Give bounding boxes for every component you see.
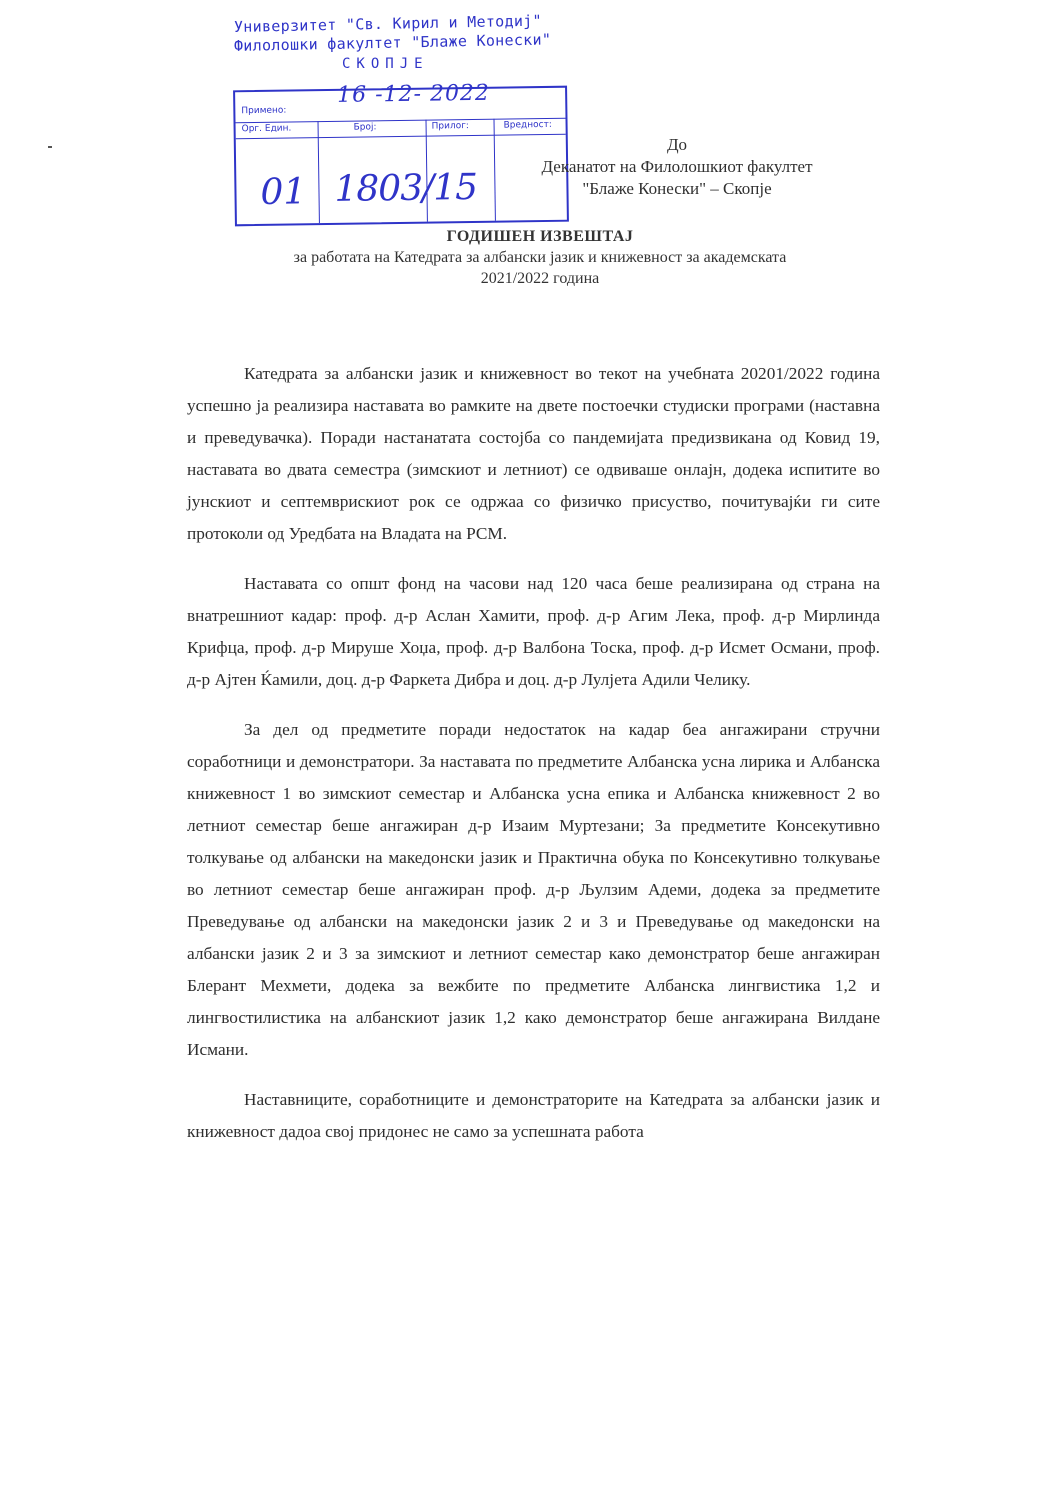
addressee-block [512,134,842,200]
scan-speck [48,146,52,148]
stamp-faculty: Филолошки факултет "Блаже Конески" [233,30,552,55]
report-subtitle: за работата на Катедрата за албански јазик и книжевност за академската [293,249,787,266]
report-title: ГОДИШЕН ИЗВЕШТАЈ [446,228,634,245]
stamp-number-value: 1803/15 [334,166,478,210]
paragraph: Катедрата за албански јазик и книжевност во текот на учебната 20201/2022 година успешно ја реализира наставата во рамките на двете постоечки студиски програми (наставна и преведувачка). Поради настанатата состојба со пандемијата предизвикана од Ковид 19, наставата во двата семестра (зимскиот и летниот) се одвиваше онлајн, додека испитите во јунскиот и септемврискиот рок се одржаа со физичко присуство, почитувајќи ги сите протоколи од Уредбата на Владата на РСМ. [187,364,880,543]
stamp-col-number: Број: [353,122,377,133]
stamp-col-attachment: Прилог: [431,121,470,132]
report-title-block [180,226,900,289]
stamp-university: Универзитет "Св. Кирил и Методиј" [233,11,543,36]
paragraph: Наставниците, соработниците и демонстраторите на Катедрата за албански јазик и книжевност дадоа свој придонес не само за успешната работа [187,1090,880,1141]
stamp-org-value: 01 [260,171,307,213]
paragraph: За дел од предметите поради недостаток на кадар беа ангажирани стручни соработници и демонстратори. За наставата по предметите Албанска усна лирика и Албанска книжевност 1 во зимскиот семестар и Албанска усна епика и Албанска книжевност 2 во летниот семестар беше ангажиран д-р Изаим Муртезани; За предметите Консекутивно толкување од албански на македонски јазик и Практична обука по Консекутивно толкување во летниот семестар беше ангажиран проф. д-р Љулзим Адеми, додека за предметите Преведување од албански на македонски јазик 2 и 3 и Преведување од македонски на албански јазик 2 и 3 за зимскиот и летниот семестар како демонстратор беше ангажиран Блерант Мехмети, додека за вежбите по предметите Албанска лингвистика 1,2 и лингвостилистика на албанскиот јазик 1,2 како демонстратор беше ангажирана Вилдане Исмани. [187,720,880,1059]
paragraph: Наставата со општ фонд на часови над 120 часа беше реализирана од страна на внатрешниот кадар: проф. д-р Аслан Хамити, проф. д-р Агим Лека, проф. д-р Мирлинда Крифца, проф. д-р Мируше Хоџа, проф. д-р Валбона Тоска, проф. д-р Исмет Османи, проф. д-р Ајтен Ќамили, доц. д-р Фаркета Дибра и доц. д-р Лулјета Адили Челику. [187,574,880,689]
stamp-col-org: Орг. Един. [241,123,292,135]
addressee-to: До [666,135,688,154]
addressee-faculty-name: "Блаже Конески" – Скопје [582,179,772,198]
report-academic-year: 2021/2022 година [480,270,600,287]
stamp-received-date: 16 -12- 2022 [336,80,491,108]
stamp-city: СКОПЈЕ [342,56,429,72]
stamp-col-value: Вредност: [503,119,552,131]
addressee-dean-office: Деканатот на Филолошкиот факултет [541,157,813,176]
stamp-received-label: Примено: [241,105,287,117]
registry-stamp [233,11,574,213]
report-body [187,358,880,1148]
